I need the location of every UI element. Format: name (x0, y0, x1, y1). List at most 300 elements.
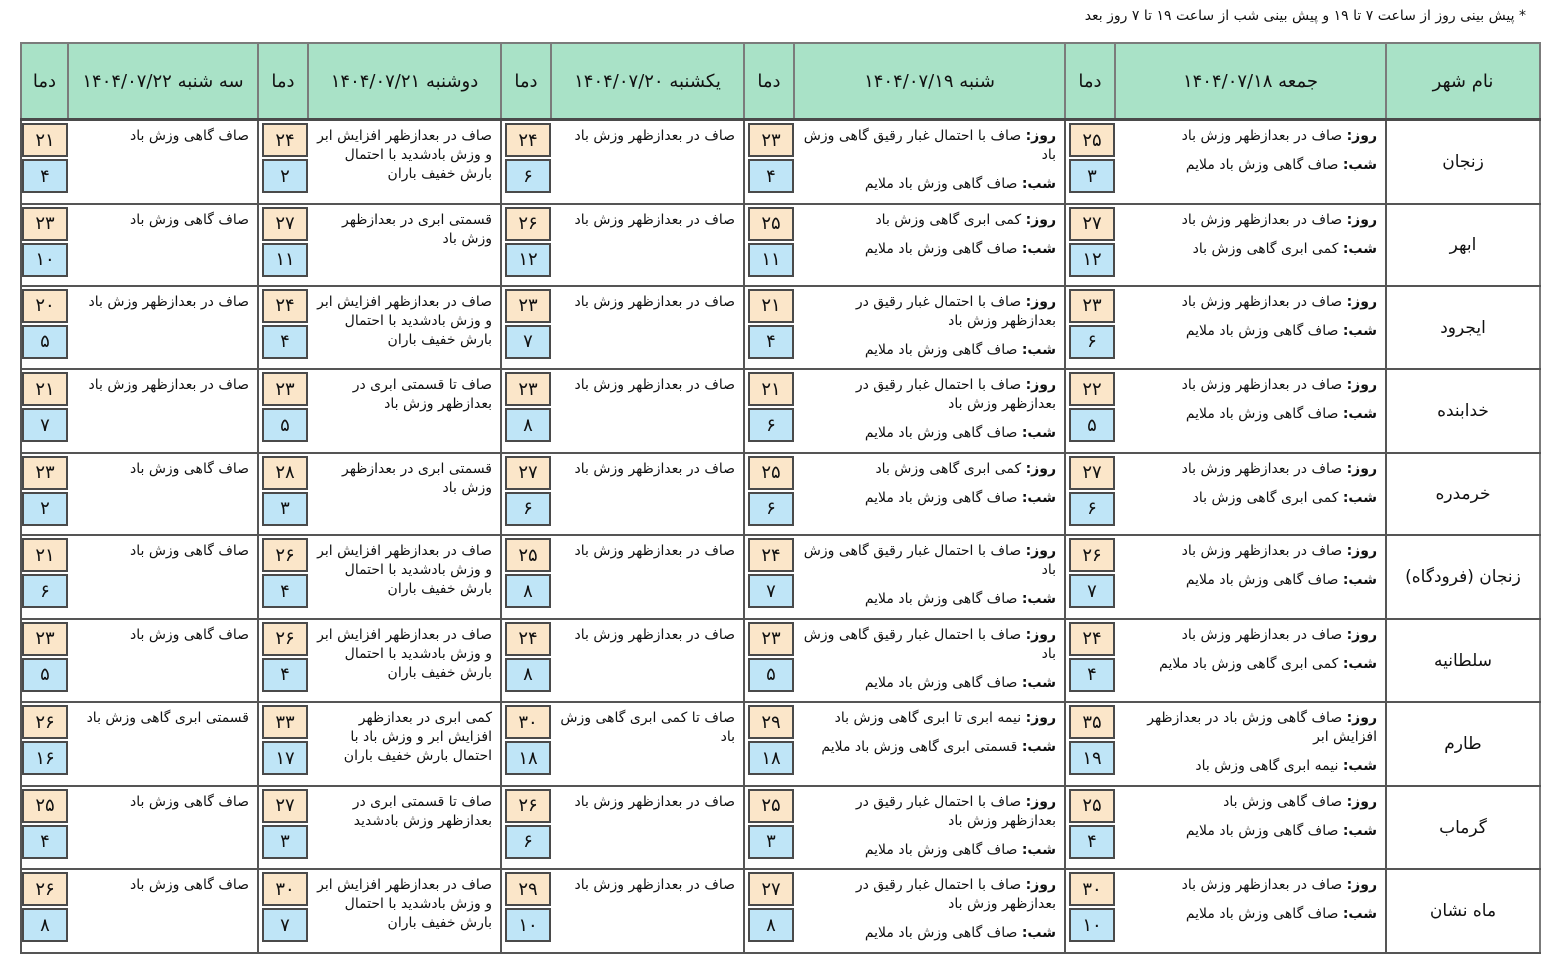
temperature-cell (501, 786, 551, 870)
forecast-text: صاف در بعدازظهر افزایش ابر و وزش بادشدید با احتمال بارش خفیف باران (317, 543, 492, 598)
max-temp: ۲۲ (1069, 372, 1115, 406)
max-temp: ۲۹ (748, 705, 794, 739)
night-forecast-text: صاف گاهی وزش باد ملایم (864, 925, 1018, 942)
forecast-text: صاف تا قسمتی ابری در بعدازظهر وزش باد (352, 377, 492, 413)
header-temp: دما (1065, 43, 1115, 120)
day-label: روز: (1025, 877, 1056, 894)
night-forecast-text: نیمه ابری گاهی وزش باد (1195, 758, 1339, 775)
forecast-description (551, 453, 744, 535)
min-temp: ۸ (505, 408, 551, 442)
temperature-cell (744, 204, 794, 286)
temperature-cell (744, 702, 794, 786)
forecast-text: صاف در بعدازظهر وزش باد (574, 377, 735, 394)
night-label: شب: (1342, 655, 1377, 672)
day-label: روز: (1346, 128, 1377, 144)
night-forecast-text: صاف گاهی وزش باد ملایم (1185, 157, 1339, 173)
temperature-cell (258, 286, 308, 370)
night-forecast-text: کمی ابری گاهی وزش باد (1192, 240, 1339, 257)
day-forecast-text: صاف با احتمال غبار رقیق در بعدازظهر وزش باد (855, 293, 1056, 329)
temperature-cell (1065, 453, 1115, 535)
forecast-description (551, 786, 744, 870)
night-forecast-text: صاف گاهی وزش باد ملایم (1185, 906, 1339, 923)
temperature-cell (258, 369, 308, 453)
temperature-cell (21, 786, 68, 870)
night-label: شب: (1021, 739, 1056, 756)
max-temp: ۲۳ (505, 289, 551, 323)
night-label: شب: (1021, 925, 1056, 942)
day-forecast (800, 542, 1056, 580)
forecast-text: صاف در بعدازظهر افزایش ابر و وزش بادشدید با احتمال بارش خفیف باران (317, 128, 492, 182)
forecast-description (308, 702, 501, 786)
temperature-cell (501, 702, 551, 786)
night-label: شب: (1342, 489, 1377, 506)
night-forecast-text: صاف گاهی وزش باد ملایم (864, 674, 1018, 691)
forecast-text: کمی ابری در بعدازظهر افزایش ابر و وزش باد با احتمال بارش خفیف باران (343, 710, 492, 765)
day-forecast (1121, 127, 1377, 146)
forecast-description (794, 286, 1065, 370)
day-forecast-text: صاف با احتمال غبار رقیق در بعدازظهر وزش باد (855, 793, 1056, 829)
forecast-description (794, 786, 1065, 870)
forecast-text: صاف در بعدازظهر افزایش ابر و وزش بادشدید با احتمال بارش خفیف باران (317, 293, 492, 348)
night-forecast-text: قسمتی ابری گاهی وزش باد ملایم (821, 739, 1018, 756)
forecast-note: * پیش بینی روز از ساعت ۷ تا ۱۹ و پیش بینی شب از ساعت ۱۹ تا ۷ روز بعد (1084, 8, 1526, 24)
max-temp: ۳۰ (505, 705, 551, 739)
day-label: روز: (1346, 710, 1377, 727)
max-temp: ۲۶ (262, 538, 308, 572)
max-temp: ۲۴ (505, 622, 551, 656)
day-label: روز: (1346, 793, 1377, 810)
temperature-cell (21, 453, 68, 535)
night-forecast (1121, 405, 1377, 424)
temperature-cell (744, 869, 794, 953)
max-temp: ۳۵ (1069, 705, 1115, 739)
day-forecast (1121, 211, 1377, 230)
day-label: روز: (1346, 377, 1377, 394)
min-temp: ۸ (22, 908, 68, 942)
day-label: روز: (1025, 293, 1056, 310)
min-temp: ۵ (748, 658, 794, 692)
day-forecast (1121, 376, 1377, 395)
max-temp: ۲۹ (505, 872, 551, 906)
temperature-cell (21, 869, 68, 953)
city-name: زنجان (1386, 120, 1540, 204)
temperature-cell (1065, 535, 1115, 619)
max-temp: ۲۴ (262, 289, 308, 323)
min-temp: ۸ (505, 658, 551, 692)
day-forecast-text: صاف با احتمال غبار رقیق گاهی وزش باد (803, 626, 1056, 662)
max-temp: ۲۶ (505, 789, 551, 823)
temperature-cell (501, 453, 551, 535)
temperature-cell (1065, 286, 1115, 370)
forecast-description (551, 535, 744, 619)
forecast-description (308, 204, 501, 286)
city-name: زنجان (فرودگاه) (1386, 535, 1540, 619)
min-temp: ۱۰ (1069, 908, 1115, 942)
temperature-cell (744, 786, 794, 870)
min-temp: ۴ (22, 159, 68, 193)
forecast-description (794, 702, 1065, 786)
forecast-text: صاف گاهی وزش باد (129, 877, 249, 894)
temperature-cell (1065, 120, 1115, 204)
forecast-text: صاف گاهی وزش باد (129, 543, 249, 560)
city-row (21, 535, 1540, 619)
temperature-cell (258, 869, 308, 953)
night-forecast (1121, 905, 1377, 924)
forecast-description (308, 453, 501, 535)
min-temp: ۷ (1069, 574, 1115, 608)
forecast-text: صاف گاهی وزش باد (129, 460, 249, 477)
max-temp: ۲۱ (748, 289, 794, 323)
night-forecast-text: کمی ابری گاهی وزش باد ملایم (1159, 655, 1339, 672)
city-name: ابهر (1386, 204, 1540, 286)
forecast-description (1115, 369, 1386, 453)
temperature-cell (744, 120, 794, 204)
min-temp: ۳ (262, 825, 308, 859)
forecast-description (308, 869, 501, 953)
day-forecast (1121, 626, 1377, 645)
city-row (21, 204, 1540, 286)
city-name: طارم (1386, 702, 1540, 786)
header-day: شنبه ۱۴۰۴/۰۷/۱۹ (794, 43, 1065, 120)
day-forecast-text: صاف با احتمال غبار رقیق گاهی وزش باد (803, 543, 1056, 579)
forecast-description (308, 369, 501, 453)
day-label: روز: (1346, 460, 1377, 477)
max-temp: ۲۶ (1069, 538, 1115, 572)
max-temp: ۲۴ (1069, 622, 1115, 656)
night-forecast-text: صاف گاهی وزش باد ملایم (1185, 572, 1339, 589)
night-label: شب: (1021, 176, 1056, 192)
night-forecast (1121, 156, 1377, 175)
day-forecast-text: صاف در بعدازظهر وزش باد (1181, 543, 1343, 560)
max-temp: ۲۷ (1069, 456, 1115, 490)
forecast-description (551, 702, 744, 786)
night-label: شب: (1342, 240, 1377, 257)
header-temp: دما (501, 43, 551, 120)
temperature-cell (21, 619, 68, 703)
night-label: شب: (1342, 157, 1377, 173)
forecast-description (794, 535, 1065, 619)
day-forecast (800, 460, 1056, 479)
min-temp: ۶ (748, 492, 794, 526)
forecast-description (68, 619, 258, 703)
night-forecast (800, 924, 1056, 943)
min-temp: ۱۷ (262, 741, 308, 775)
forecast-description (308, 535, 501, 619)
night-forecast (1121, 655, 1377, 674)
max-temp: ۲۱ (22, 123, 68, 157)
day-label: روز: (1025, 460, 1056, 477)
city-row (21, 869, 1540, 953)
night-forecast (1121, 240, 1377, 259)
header-row (21, 43, 1540, 120)
night-label: شب: (1342, 322, 1377, 339)
forecast-text: صاف در بعدازظهر وزش باد (574, 293, 735, 310)
temperature-cell (258, 453, 308, 535)
min-temp: ۶ (505, 159, 551, 193)
day-forecast (1121, 876, 1377, 895)
forecast-text: صاف گاهی وزش باد (129, 211, 249, 228)
day-forecast-text: صاف گاهی وزش باد (1223, 793, 1343, 810)
max-temp: ۲۵ (1069, 123, 1115, 157)
forecast-text: صاف در بعدازظهر افزایش ابر و وزش بادشدید با احتمال بارش خفیف باران (317, 626, 492, 681)
min-temp: ۶ (1069, 492, 1115, 526)
header-city: نام شهر (1386, 43, 1540, 120)
forecast-description (1115, 535, 1386, 619)
forecast-description (1115, 453, 1386, 535)
min-temp: ۱۲ (1069, 243, 1115, 277)
night-label: شب: (1021, 425, 1056, 442)
day-forecast-text: صاف در بعدازظهر وزش باد (1181, 877, 1343, 894)
forecast-text: صاف در بعدازظهر افزایش ابر و وزش بادشدید با احتمال بارش خفیف باران (317, 877, 492, 932)
forecast-description (308, 286, 501, 370)
day-forecast-text: صاف گاهی وزش باد در بعدازظهر افزایش ابر (1147, 710, 1377, 746)
day-forecast-text: صاف در بعدازظهر وزش باد (1181, 211, 1343, 228)
day-forecast (1121, 293, 1377, 312)
night-forecast (1121, 757, 1377, 776)
max-temp: ۲۶ (262, 622, 308, 656)
max-temp: ۲۷ (262, 207, 308, 241)
max-temp: ۲۴ (262, 123, 308, 157)
min-temp: ۶ (748, 408, 794, 442)
max-temp: ۲۳ (748, 622, 794, 656)
forecast-text: صاف گاهی وزش باد (129, 128, 249, 144)
min-temp: ۴ (1069, 825, 1115, 859)
forecast-description (794, 369, 1065, 453)
night-label: شب: (1342, 406, 1377, 423)
forecast-text: صاف در بعدازظهر وزش باد (88, 377, 249, 394)
night-forecast-text: صاف گاهی وزش باد ملایم (864, 240, 1018, 257)
night-forecast (800, 674, 1056, 693)
temperature-cell (744, 286, 794, 370)
day-forecast (800, 127, 1056, 165)
min-temp: ۱۰ (505, 908, 551, 942)
temperature-cell (1065, 619, 1115, 703)
forecast-text: صاف در بعدازظهر وزش باد (574, 128, 735, 144)
forecast-text: قسمتی ابری در بعدازظهر وزش باد (342, 211, 492, 247)
max-temp: ۲۴ (748, 538, 794, 572)
forecast-text: قسمتی ابری گاهی وزش باد (86, 710, 249, 727)
forecast-description (551, 120, 744, 204)
day-label: روز: (1025, 543, 1056, 560)
temperature-cell (21, 120, 68, 204)
min-temp: ۲ (22, 492, 68, 526)
forecast-description (1115, 120, 1386, 204)
min-temp: ۴ (262, 574, 308, 608)
temperature-cell (501, 204, 551, 286)
temperature-cell (21, 204, 68, 286)
forecast-text: صاف در بعدازظهر وزش باد (574, 793, 735, 810)
min-temp: ۱۸ (505, 741, 551, 775)
day-forecast (800, 626, 1056, 664)
forecast-description (68, 869, 258, 953)
day-forecast (800, 709, 1056, 728)
night-label: شب: (1342, 758, 1377, 775)
day-label: روز: (1025, 793, 1056, 810)
min-temp: ۲ (262, 159, 308, 193)
forecast-description (1115, 869, 1386, 953)
city-name: خرمدره (1386, 453, 1540, 535)
day-forecast-text: صاف در بعدازظهر وزش باد (1181, 460, 1343, 477)
min-temp: ۴ (748, 159, 794, 193)
min-temp: ۵ (262, 408, 308, 442)
night-label: شب: (1342, 906, 1377, 923)
max-temp: ۲۱ (748, 372, 794, 406)
day-forecast-text: صاف در بعدازظهر وزش باد (1181, 377, 1343, 394)
min-temp: ۵ (22, 325, 68, 359)
day-forecast-text: صاف با احتمال غبار رقیق در بعدازظهر وزش باد (855, 877, 1056, 913)
min-temp: ۳ (262, 492, 308, 526)
day-label: روز: (1025, 128, 1056, 144)
day-label: روز: (1346, 877, 1377, 894)
day-forecast (1121, 542, 1377, 561)
night-label: شب: (1021, 591, 1056, 608)
city-name: سلطانیه (1386, 619, 1540, 703)
temperature-cell (21, 535, 68, 619)
night-forecast-text: صاف گاهی وزش باد ملایم (864, 591, 1018, 608)
night-forecast (800, 424, 1056, 443)
night-forecast-text: صاف گاهی وزش باد ملایم (864, 176, 1018, 192)
night-forecast (800, 341, 1056, 360)
day-forecast (800, 211, 1056, 230)
min-temp: ۳ (1069, 159, 1115, 193)
min-temp: ۷ (748, 574, 794, 608)
day-forecast (800, 376, 1056, 414)
forecast-text: قسمتی ابری در بعدازظهر وزش باد (342, 460, 492, 496)
forecast-description (551, 869, 744, 953)
max-temp: ۲۷ (748, 872, 794, 906)
night-forecast-text: صاف گاهی وزش باد ملایم (1185, 406, 1339, 423)
max-temp: ۲۴ (505, 123, 551, 157)
forecast-description (68, 535, 258, 619)
day-label: روز: (1346, 211, 1377, 228)
min-temp: ۴ (748, 325, 794, 359)
forecast-description (68, 369, 258, 453)
temperature-cell (21, 702, 68, 786)
forecast-text: صاف در بعدازظهر وزش باد (574, 626, 735, 643)
temperature-cell (258, 535, 308, 619)
city-name: خدابنده (1386, 369, 1540, 453)
night-label: شب: (1021, 341, 1056, 358)
forecast-description (68, 120, 258, 204)
forecast-description (794, 120, 1065, 204)
temperature-cell (258, 786, 308, 870)
night-forecast-text: صاف گاهی وزش باد ملایم (1185, 322, 1339, 339)
temperature-cell (1065, 702, 1115, 786)
header-day: جمعه ۱۴۰۴/۰۷/۱۸ (1115, 43, 1386, 120)
min-temp: ۱۹ (1069, 741, 1115, 775)
forecast-description (308, 786, 501, 870)
max-temp: ۲۵ (1069, 789, 1115, 823)
forecast-text: صاف در بعدازظهر وزش باد (574, 543, 735, 560)
day-forecast-text: صاف در بعدازظهر وزش باد (1181, 626, 1343, 643)
temperature-cell (501, 869, 551, 953)
forecast-text: صاف گاهی وزش باد (129, 626, 249, 643)
max-temp: ۲۳ (22, 456, 68, 490)
max-temp: ۳۰ (262, 872, 308, 906)
header-temp: دما (21, 43, 68, 120)
night-forecast (1121, 571, 1377, 590)
temperature-cell (258, 120, 308, 204)
max-temp: ۲۳ (262, 372, 308, 406)
min-temp: ۵ (22, 658, 68, 692)
forecast-description (794, 204, 1065, 286)
night-forecast-text: صاف گاهی وزش باد ملایم (864, 425, 1018, 442)
max-temp: ۲۳ (505, 372, 551, 406)
night-label: شب: (1021, 674, 1056, 691)
max-temp: ۲۵ (22, 789, 68, 823)
night-forecast (800, 738, 1056, 757)
day-forecast-text: صاف با احتمال غبار رقیق گاهی وزش باد (803, 128, 1056, 163)
city-row (21, 286, 1540, 370)
temperature-cell (1065, 369, 1115, 453)
min-temp: ۷ (22, 408, 68, 442)
min-temp: ۴ (22, 825, 68, 859)
day-forecast-text: صاف در بعدازظهر وزش باد (1181, 128, 1343, 144)
night-forecast (800, 240, 1056, 259)
min-temp: ۴ (262, 658, 308, 692)
forecast-description (68, 204, 258, 286)
night-forecast-text: کمی ابری گاهی وزش باد (1192, 489, 1339, 506)
max-temp: ۲۸ (262, 456, 308, 490)
max-temp: ۲۳ (22, 622, 68, 656)
forecast-text: صاف تا قسمتی ابری در بعدازظهر وزش بادشدید (352, 793, 492, 829)
min-temp: ۶ (505, 492, 551, 526)
forecast-description (68, 702, 258, 786)
city-row (21, 120, 1540, 204)
day-label: روز: (1346, 543, 1377, 560)
night-forecast-text: صاف گاهی وزش باد ملایم (864, 841, 1018, 858)
day-forecast-text: صاف با احتمال غبار رقیق در بعدازظهر وزش باد (855, 377, 1056, 413)
night-forecast (800, 590, 1056, 609)
max-temp: ۲۳ (748, 123, 794, 157)
min-temp: ۱۱ (748, 243, 794, 277)
max-temp: ۳۳ (262, 705, 308, 739)
temperature-cell (501, 619, 551, 703)
temperature-cell (501, 286, 551, 370)
forecast-description (794, 869, 1065, 953)
temperature-cell (258, 619, 308, 703)
day-label: روز: (1025, 211, 1056, 228)
header-day: سه شنبه ۱۴۰۴/۰۷/۲۲ (68, 43, 258, 120)
forecast-text: صاف در بعدازظهر وزش باد (88, 293, 249, 310)
min-temp: ۳ (748, 825, 794, 859)
day-forecast-text: صاف در بعدازظهر وزش باد (1181, 293, 1343, 310)
temperature-cell (258, 702, 308, 786)
forecast-description (1115, 286, 1386, 370)
temperature-cell (501, 369, 551, 453)
min-temp: ۴ (1069, 658, 1115, 692)
night-forecast (800, 489, 1056, 508)
temperature-cell (1065, 786, 1115, 870)
forecast-description (308, 120, 501, 204)
day-label: روز: (1025, 710, 1056, 727)
city-row (21, 786, 1540, 870)
night-forecast (800, 841, 1056, 860)
night-forecast (1121, 322, 1377, 341)
forecast-description (551, 369, 744, 453)
night-label: شب: (1342, 822, 1377, 839)
city-row (21, 369, 1540, 453)
day-label: روز: (1346, 293, 1377, 310)
city-row (21, 619, 1540, 703)
forecast-text: صاف در بعدازظهر وزش باد (574, 877, 735, 894)
night-label: شب: (1342, 572, 1377, 589)
forecast-description (551, 286, 744, 370)
max-temp: ۲۶ (22, 705, 68, 739)
forecast-description (308, 619, 501, 703)
temperature-cell (258, 204, 308, 286)
forecast-description (68, 453, 258, 535)
